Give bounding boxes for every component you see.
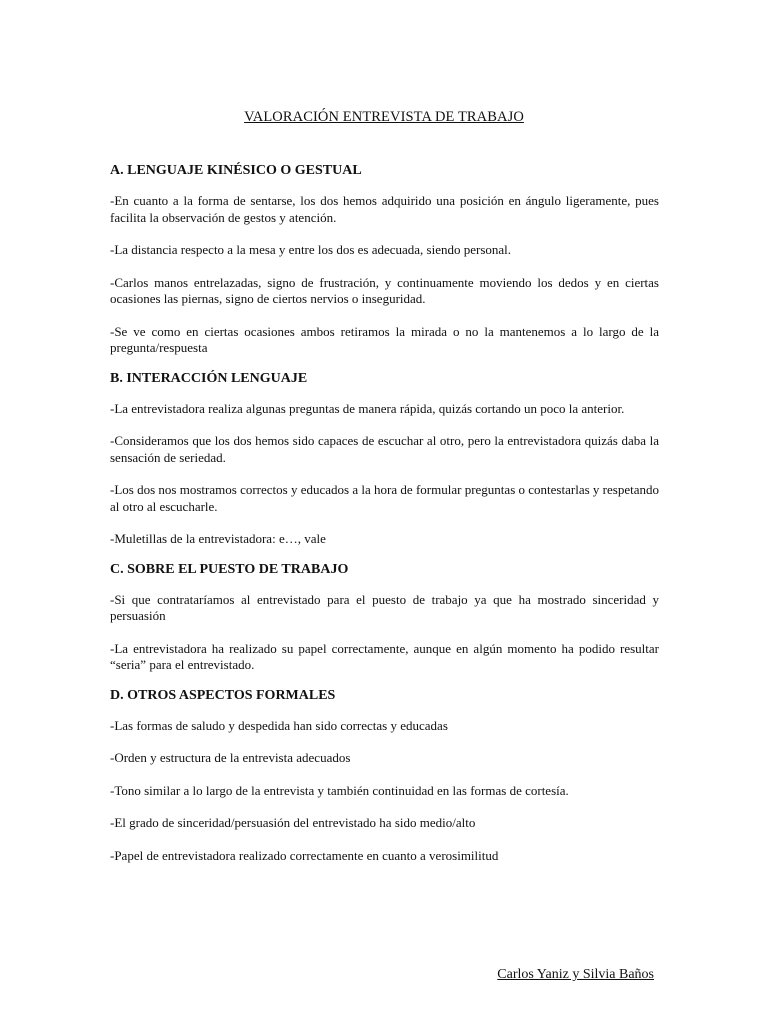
section-heading: A. LENGUAJE KINÉSICO O GESTUAL	[110, 163, 362, 178]
paragraph: -Se ve como en ciertas ocasiones ambos retiramos la mirada o no la mantenemos a lo largo de la pregunta/respuesta	[110, 323, 659, 355]
paragraph: -Si que contrataríamos al entrevistado para el puesto de trabajo ya que ha mostrado sinceridad y persuasión	[110, 591, 659, 623]
paragraph: -Consideramos que los dos hemos sido capaces de escuchar al otro, pero la entrevistadora quizás daba la sensación de seriedad.	[110, 433, 659, 465]
paragraph: -Papel de entrevistadora realizado correctamente en cuanto a verosimilitud	[110, 847, 499, 863]
paragraph: -En cuanto a la forma de sentarse, los dos hemos adquirido una posición en ángulo ligeramente, pues facilita la observación de gestos y atención.	[110, 193, 659, 225]
paragraph: -La entrevistadora realiza algunas preguntas de manera rápida, quizás cortando un poco la anterior.	[110, 400, 625, 416]
paragraph: -Muletillas de la entrevistadora: e…, vale	[110, 531, 326, 546]
paragraph: -Las formas de saludo y despedida han sido correctas y educadas	[110, 717, 448, 733]
section-b	[110, 370, 659, 548]
paragraph: -Carlos manos entrelazadas, signo de frustración, y continuamente moviendo los dedos y en ciertas ocasiones las piernas, signo de ciertos nervios o inseguridad.	[110, 274, 659, 306]
document-body	[110, 162, 659, 880]
paragraph: -Orden y estructura de la entrevista adecuados	[110, 750, 351, 765]
section-heading: B. INTERACCIÓN LENGUAJE	[110, 370, 308, 386]
section-d	[110, 687, 659, 865]
paragraph: -Los dos nos mostramos correctos y educados a la hora de formular preguntas o contestarlas y respetando al otro al escucharle.	[110, 482, 659, 514]
paragraph: -La distancia respecto a la mesa y entre los dos es adecuada, siendo personal.	[110, 242, 512, 257]
section-a	[110, 162, 659, 357]
paragraph: -La entrevistadora ha realizado su papel correctamente, aunque en algún momento ha podido resultar “seria” para el entrevistado.	[110, 640, 659, 672]
paragraph: -El grado de sinceridad/persuasión del entrevistado ha sido medio/alto	[110, 815, 476, 830]
section-c	[110, 561, 659, 674]
document-title: VALORACIÓN ENTREVISTA DE TRABAJO	[244, 109, 524, 125]
signature: Carlos Yaniz y Silvia Baños	[497, 967, 654, 982]
section-heading: D. OTROS ASPECTOS FORMALES	[110, 687, 336, 703]
section-heading: C. SOBRE EL PUESTO DE TRABAJO	[110, 561, 349, 577]
paragraph: -Tono similar a lo largo de la entrevista y también continuidad en las formas de cortesía.	[110, 782, 569, 798]
